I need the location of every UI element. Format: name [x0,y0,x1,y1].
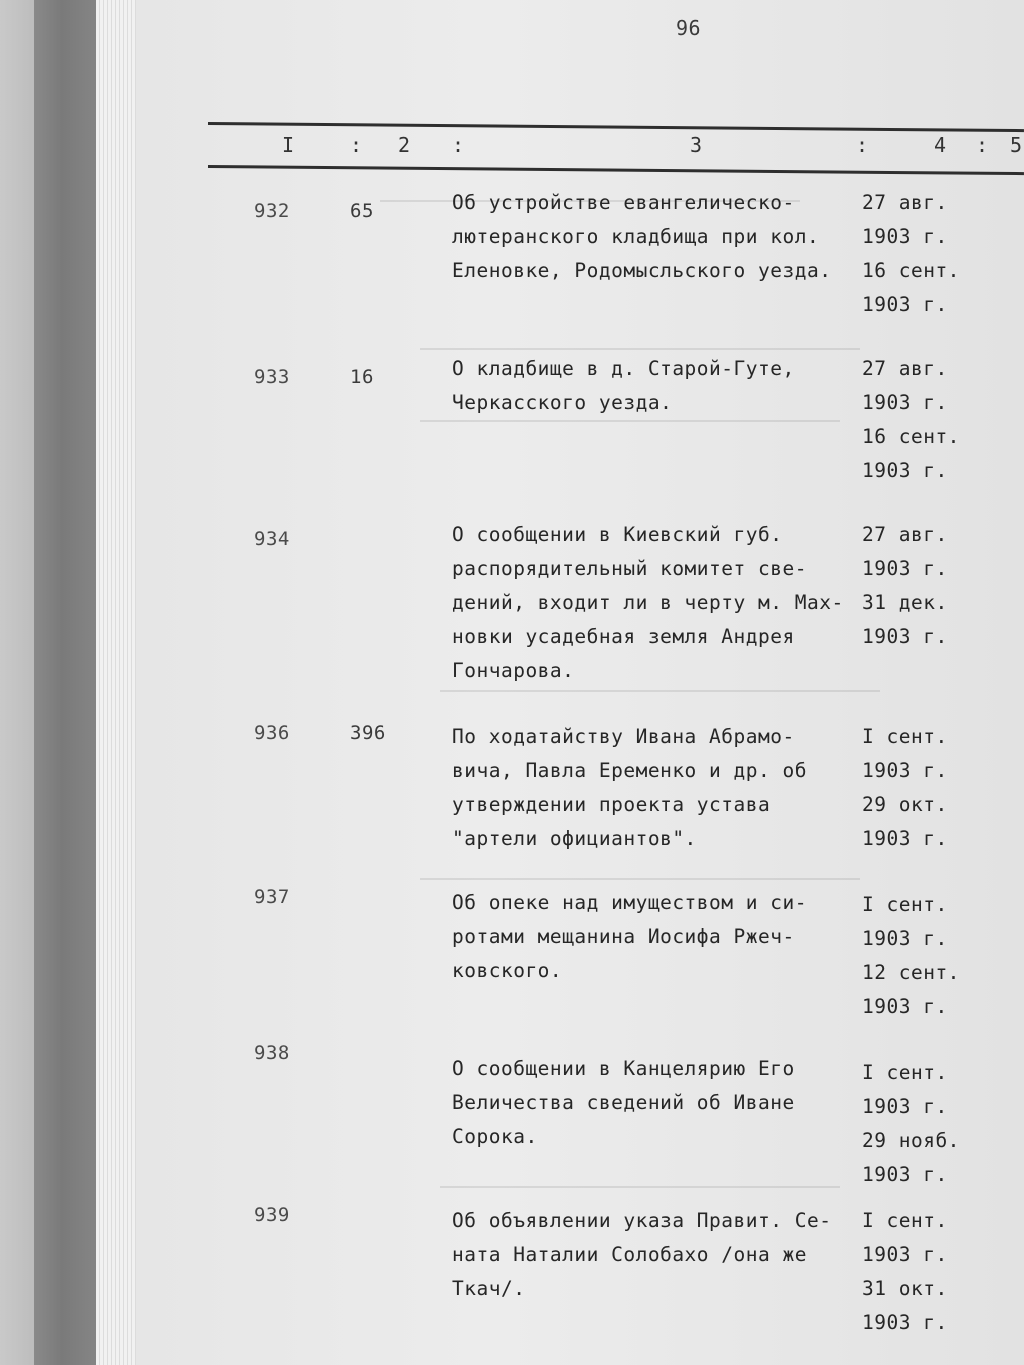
date-line: 1903 г. [862,459,948,482]
entry-description [452,886,862,988]
entry-number: 938 [254,1042,290,1064]
date-line: 1903 г. [862,293,948,316]
description-line: По ходатайству Ивана Абрамо- [452,725,795,748]
column-header-3: 3 [690,133,703,157]
column-separator: : [452,133,465,157]
entry-description [452,518,862,688]
entry-description [452,720,862,856]
description-line: О сообщении в Канцелярию Его [452,1057,795,1080]
description-line: О кладбище в д. Старой-Гуте, [452,357,795,380]
description-line: О сообщении в Киевский губ. [452,523,783,546]
description-line: дений, входит ли в черту м. Мах- [452,591,844,614]
date-line: I сент. [862,893,948,916]
date-line: 12 сент. [862,961,960,984]
entry-dates [862,352,960,488]
description-line: ната Наталии Солобахо /она же [452,1243,807,1266]
date-line: 1903 г. [862,625,948,648]
date-line: 1903 г. [862,827,948,850]
show-through [420,420,840,422]
date-line: 1903 г. [862,1163,948,1186]
date-line: 1903 г. [862,557,948,580]
date-line: 1903 г. [862,1311,948,1334]
entry-dates [862,720,948,856]
column-header-1: I [282,133,295,157]
date-line: 1903 г. [862,1095,948,1118]
entry-dates [862,888,960,1024]
entry-number: 934 [254,528,290,550]
date-line: I сент. [862,1061,948,1084]
page-number: 96 [676,16,702,40]
entry-dates [862,1056,960,1192]
description-line: утверждении проекта устава [452,793,771,816]
column-separator: : [856,133,869,157]
entry-description [452,1204,862,1306]
description-line: "артели официантов". [452,827,697,850]
date-line: 27 авг. [862,357,948,380]
description-line: Ткач/. [452,1277,526,1300]
description-line: Об объявлении указа Правит. Се- [452,1209,832,1232]
date-line: 1903 г. [862,225,948,248]
entry-number: 936 [254,722,290,744]
show-through [420,878,860,880]
date-line: 1903 г. [862,759,948,782]
entry-dates [862,518,948,654]
show-through [440,1186,840,1188]
date-line: 1903 г. [862,391,948,414]
description-line: распорядительный комитет све- [452,557,807,580]
date-line: 1903 г. [862,927,948,950]
description-line: вича, Павла Еременко и др. об [452,759,807,782]
date-line: 31 окт. [862,1277,948,1300]
date-line: 1903 г. [862,1243,948,1266]
description-line: новки усадебная земля Андрея [452,625,795,648]
column-header-2: 2 [398,133,411,157]
date-line: 27 авг. [862,191,948,214]
entry-dates [862,186,960,322]
column-separator: : [976,133,989,157]
description-line: Черкасского уезда. [452,391,673,414]
page-edges [96,0,136,1365]
date-line: 29 окт. [862,793,948,816]
entry-dates [862,1204,948,1340]
column-header-4: 4 [934,133,947,157]
date-line: 16 сент. [862,259,960,282]
entry-reference: 396 [350,722,386,744]
description-line: Об устройстве евангелическо- [452,191,795,214]
binding-strip [34,0,96,1365]
description-line: ковского. [452,959,563,982]
show-through [440,690,880,692]
entry-number: 932 [254,200,290,222]
entry-description [452,1052,862,1154]
background-margin [0,0,34,1365]
entry-description [452,352,862,420]
description-line: Об опеке над имуществом и си- [452,891,807,914]
column-separator: : [350,133,363,157]
entry-number: 939 [254,1204,290,1226]
date-line: 1903 г. [862,995,948,1018]
date-line: 31 дек. [862,591,948,614]
description-line: Сорока. [452,1125,538,1148]
entry-reference: 16 [350,366,374,388]
date-line: 27 авг. [862,523,948,546]
entry-description [452,186,862,288]
entry-number: 933 [254,366,290,388]
description-line: ротами мещанина Иосифа Ржеч- [452,925,795,948]
description-line: лютеранского кладбища при кол. [452,225,820,248]
description-line: Гончарова. [452,659,575,682]
date-line: I сент. [862,725,948,748]
description-line: Еленовке, Родомысльского уезда. [452,259,832,282]
column-header-5: 5 [1010,133,1023,157]
entry-number: 937 [254,886,290,908]
date-line: 16 сент. [862,425,960,448]
entry-reference: 65 [350,200,374,222]
date-line: 29 нояб. [862,1129,960,1152]
show-through [420,348,860,350]
description-line: Величества сведений об Иване [452,1091,795,1114]
date-line: I сент. [862,1209,948,1232]
